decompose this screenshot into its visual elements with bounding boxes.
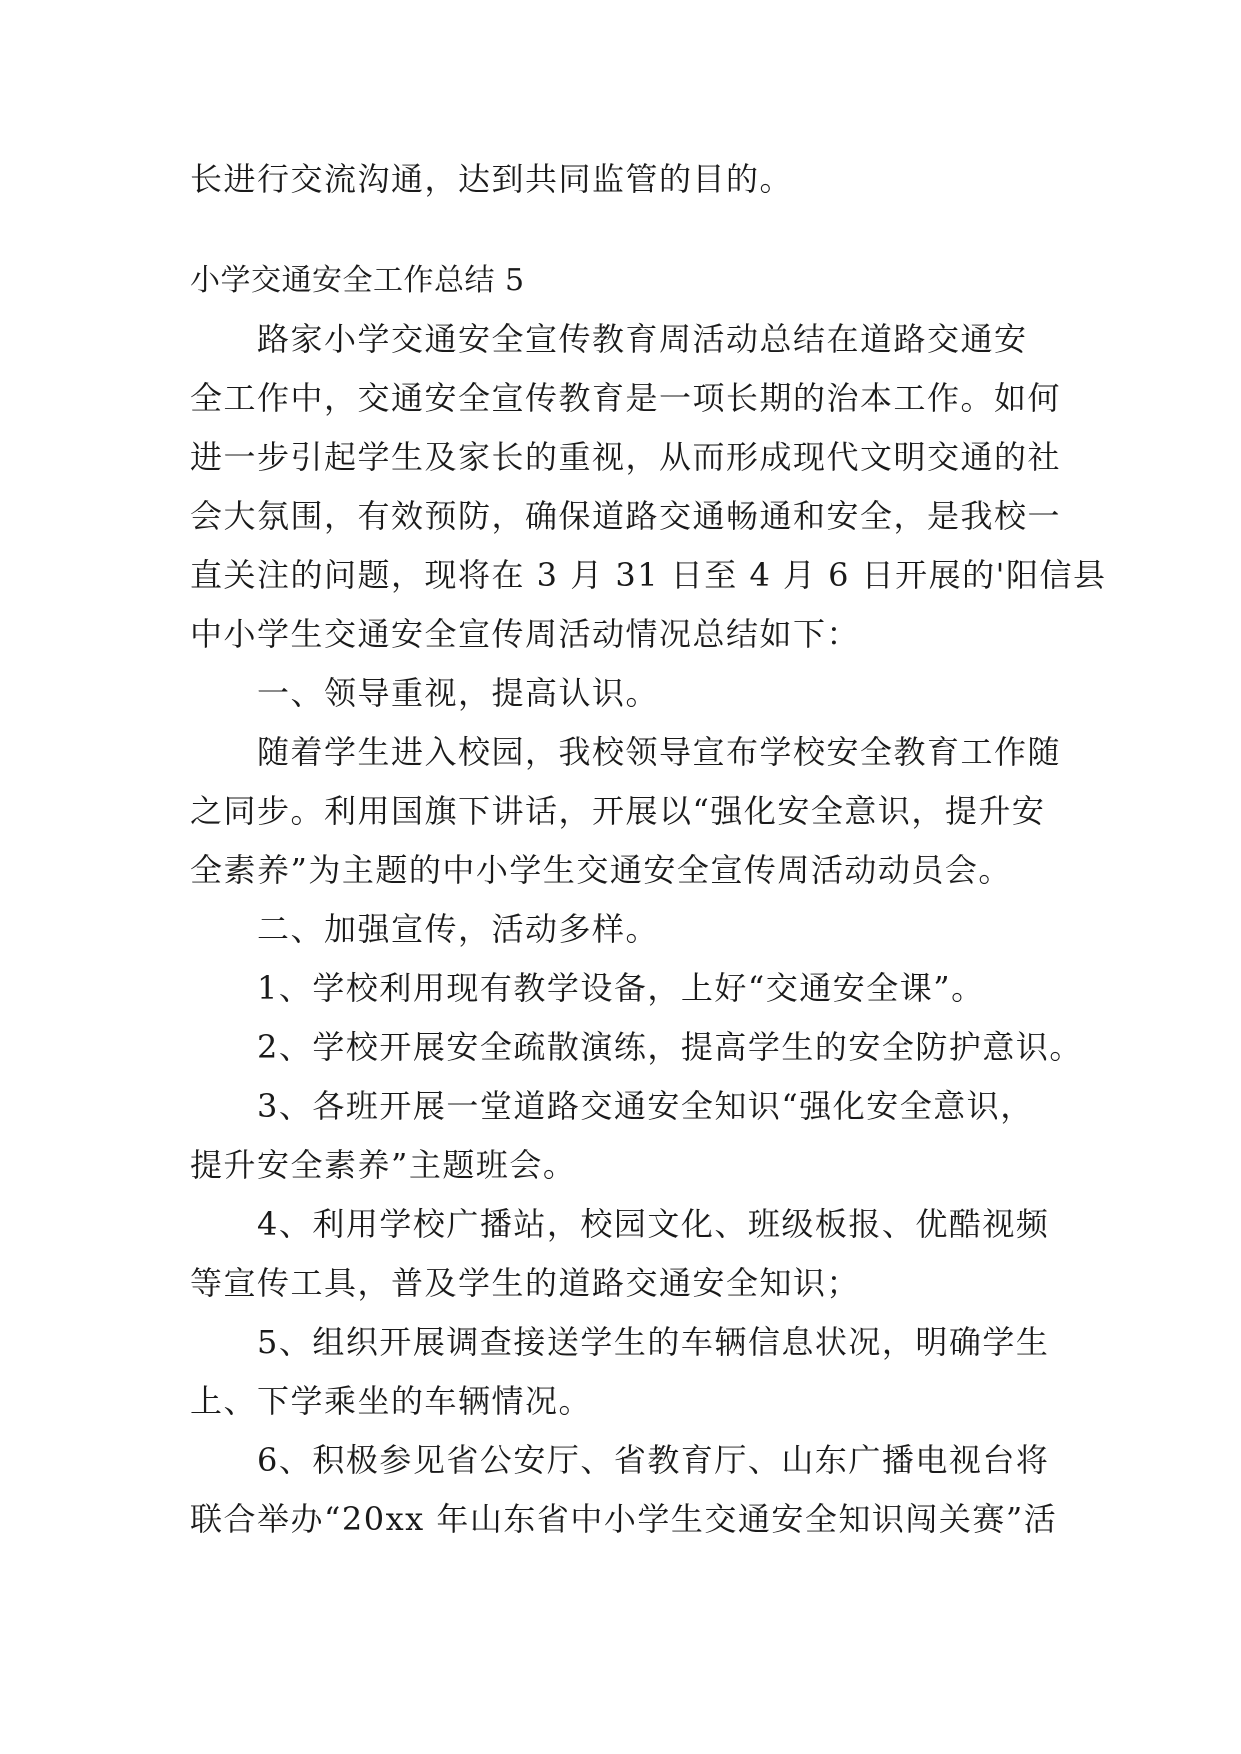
- body-line: 进一步引起学生及家长的重视，从而形成现代文明交通的社: [190, 438, 1062, 476]
- body-line: 2、学校开展安全疏散演练，提高学生的安全防护意识。: [190, 1028, 1083, 1066]
- body-line: 等宣传工具，普及学生的道路交通安全知识；: [190, 1264, 861, 1302]
- body-line: 1、学校利用现有教学设备，上好“交通安全课”。: [190, 969, 985, 1007]
- body-line: 随着学生进入校园，我校领导宣布学校安全教育工作随: [190, 733, 1062, 771]
- body-line: 4、利用学校广播站，校园文化、班级板报、优酷视频: [190, 1205, 1050, 1243]
- body-line: 3、各班开展一堂道路交通安全知识“强化安全意识，: [190, 1087, 1034, 1125]
- body-line: 6、积极参见省公安厅、省教育厅、山东广播电视台将: [190, 1441, 1050, 1479]
- section-title: 小学交通安全工作总结 5: [190, 263, 525, 298]
- body-line: 上、下学乘坐的车辆情况。: [190, 1382, 593, 1420]
- body-line: 5、组织开展调查接送学生的车辆信息状况，明确学生: [190, 1323, 1050, 1361]
- body-line: 一、领导重视，提高认识。: [190, 674, 660, 712]
- body-line: 直关注的问题，现将在 3 月 31 日至 4 月 6 日开展的'阳信县: [190, 556, 1107, 594]
- body-line: 中小学生交通安全宣传周活动情况总结如下：: [190, 615, 861, 653]
- document-content: [190, 150, 1107, 1549]
- body-line: 会大氛围，有效预防，确保道路交通畅通和安全，是我校一: [190, 497, 1062, 535]
- body-line: 联合举办“20xx 年山东省中小学生交通安全知识闯关赛”活: [190, 1500, 1058, 1538]
- body-line: 路家小学交通安全宣传教育周活动总结在道路交通安: [190, 320, 1028, 358]
- body-line: 全工作中，交通安全宣传教育是一项长期的治本工作。如何: [190, 379, 1062, 417]
- body-line: 全素养”为主题的中小学生交通安全宣传周活动动员会。: [190, 851, 1012, 889]
- body-line: 二、加强宣传，活动多样。: [190, 910, 660, 948]
- body-line: 之同步。利用国旗下讲话，开展以“强化安全意识，提升安: [190, 792, 1046, 830]
- intro-line: 长进行交流沟通，达到共同监管的目的。: [190, 160, 794, 198]
- body-line: 提升安全素养”主题班会。: [190, 1146, 577, 1184]
